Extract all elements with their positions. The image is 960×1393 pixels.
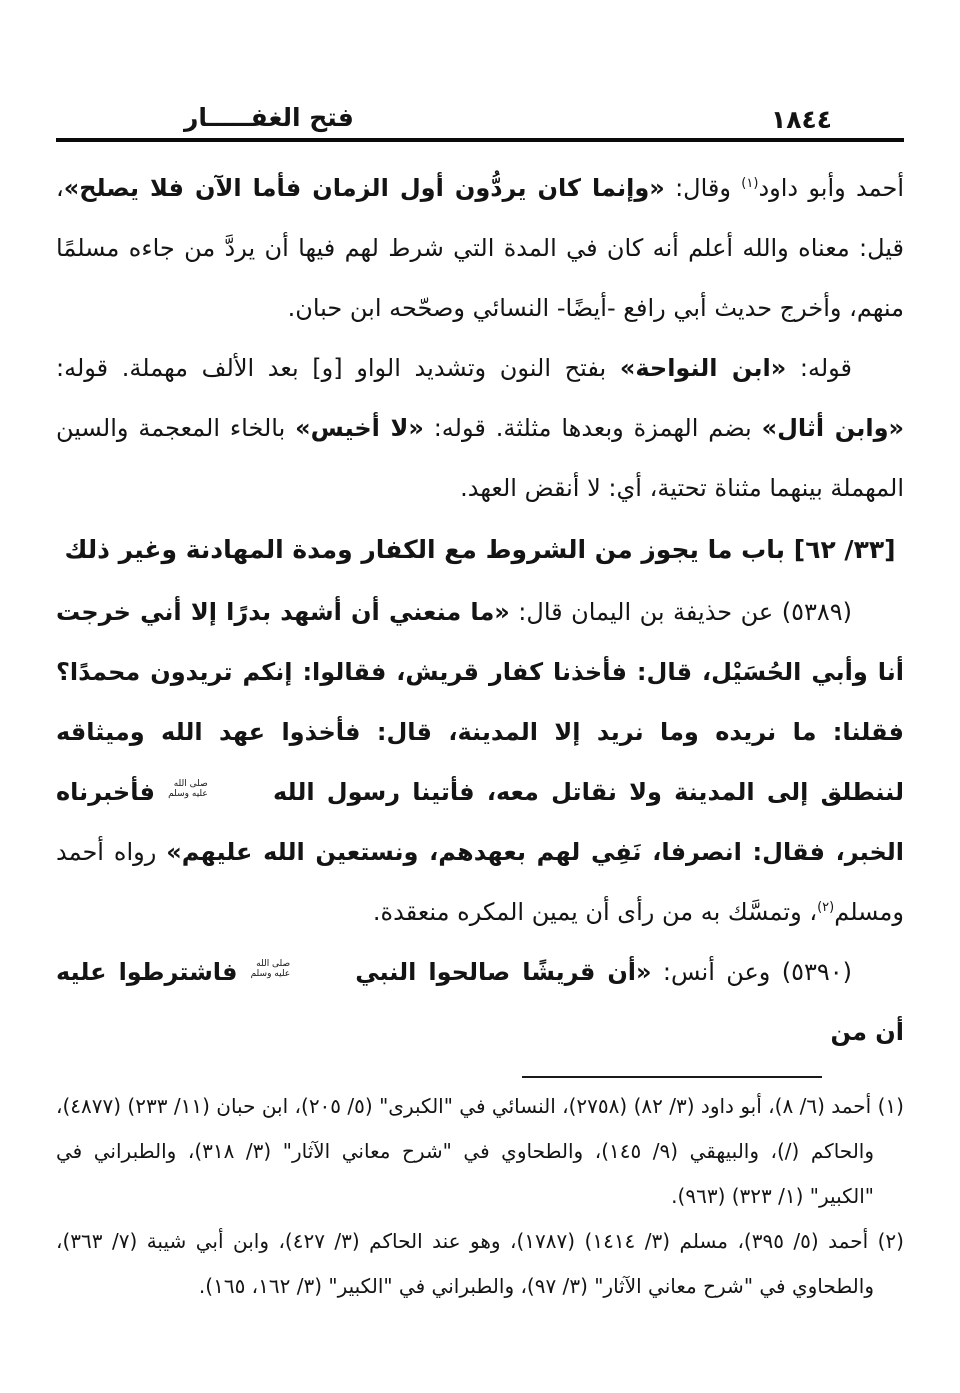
paragraph	[56, 338, 904, 518]
body-text: وقال:	[664, 174, 742, 202]
footnote-item: (٢) أحمد (٥/ ٣٩٥)، مسلم (٣/ ١٤١٤) (١٧٨٧)، وهو عند الحاكم (٣/ ٤٢٧)، وابن أبي شيبة (٧/ ٣٦٣)، والطحاوي في "شرح معاني الآثار" (٣/ ٩٧)، والطبراني في "الكبير" (٣/ ١٦٢، ١٦٥).	[56, 1229, 904, 1298]
body-text: بالخاء المعجمة والسين المهملة بينهما مثناة تحتية، أي: لا أنقض العهد.	[56, 414, 904, 502]
paragraph	[56, 942, 904, 1062]
hadith-bold-text: «لا أخيس»	[295, 414, 424, 442]
footnote-marker: (١)	[741, 176, 759, 191]
footnote-separator-rule	[522, 1076, 822, 1078]
body-text: قوله:	[786, 354, 852, 382]
hadith-bold-text: «أن قريشًا صالحوا النبي	[343, 958, 652, 986]
page-body	[56, 142, 904, 1062]
body-text: (٥٣٩٠) وعن أنس:	[651, 958, 853, 986]
hadith-bold-text: «وإنما كان يردُّون أول الزمان فأما الآن فلا يصلح»	[63, 174, 665, 202]
saw-honorific-symbol: صلى الله عليه وسلم	[168, 778, 208, 799]
page-number: ١٨٤٤	[770, 105, 832, 134]
book-title: فتح الغفـــــار	[184, 103, 354, 132]
footnote-item: (١) أحمد (٦/ ٨)، أبو داود (٣/ ٨٢) (٢٧٥٨)، النسائي في "الكبرى" (٥/ ٢٠٥)، ابن حبان (١١/ ٢٣٣) (٤٨٧٧)، والحاكم (/)، والبيهقي (٩/ ١٤٥)، والطحاوي في "شرح معاني الآثار" (٣/ ٣١٨)، والطبراني في "الكبير" (١/ ٣٢٣) (٩٦٣).	[56, 1094, 904, 1208]
body-text: رواه أحمد ومسلم	[56, 838, 904, 926]
hadith-bold-text: «ما منعني أن أشهد بدرًا إلا أني خرجت أنا وأبي الحُسَيْل، قال: فأخذنا كفار قريش، فقالوا: إنكم تريدون محمدًا؟ فقلنا: ما نريده وما نريد إلا المدينة، قال: فأخذوا عهد الله وميثاقه لننطلق إلى المدينة ولا نقاتل معه، فأتينا رسول الله	[56, 598, 904, 806]
saw-honorific-symbol: صلى الله عليه وسلم	[250, 958, 291, 979]
footnotes-section	[56, 1084, 904, 1309]
footnote-marker: (٢)	[817, 900, 835, 915]
hadith-bold-text: فاشترطوا عليه أن من	[56, 958, 904, 1046]
body-text: بفتح النون وتشديد الواو [و] بعد الألف مهملة. قوله:	[56, 354, 620, 382]
section-heading: [٣٣/ ٦٢] باب ما يجوز من الشروط مع الكفار ومدة المهادنة وغير ذلك	[64, 535, 896, 564]
paragraph	[56, 158, 904, 338]
hadith-bold-text: فأخبرناه الخبر، فقال: انصرفا، نَفِي لهم بعهدهم، ونستعين الله عليهم»	[56, 778, 904, 866]
body-text: أحمد وأبو داود	[758, 174, 904, 202]
hadith-bold-text: «وابن أثال»	[761, 414, 904, 442]
hadith-bold-text: «ابن النواحة»	[619, 354, 787, 382]
body-text: ، قيل: معناه والله أعلم أنه كان في المدة التي شرط لهم فيها أن يردَّ من جاءه مسلمًا منهم، وأخرج حديث أبي رافع -أيضًا- النسائي وصحّحه ابن حبان.	[56, 174, 904, 322]
body-text: (٥٣٨٩) عن حذيفة بن اليمان قال:	[509, 598, 852, 626]
body-text: بضم الهمزة وبعدها مثلثة. قوله:	[423, 414, 762, 442]
paragraph	[56, 582, 904, 942]
body-text: ، وتمسَّك به من رأى أن يمين المكره منعقدة.	[372, 898, 818, 926]
page-header	[56, 0, 904, 142]
